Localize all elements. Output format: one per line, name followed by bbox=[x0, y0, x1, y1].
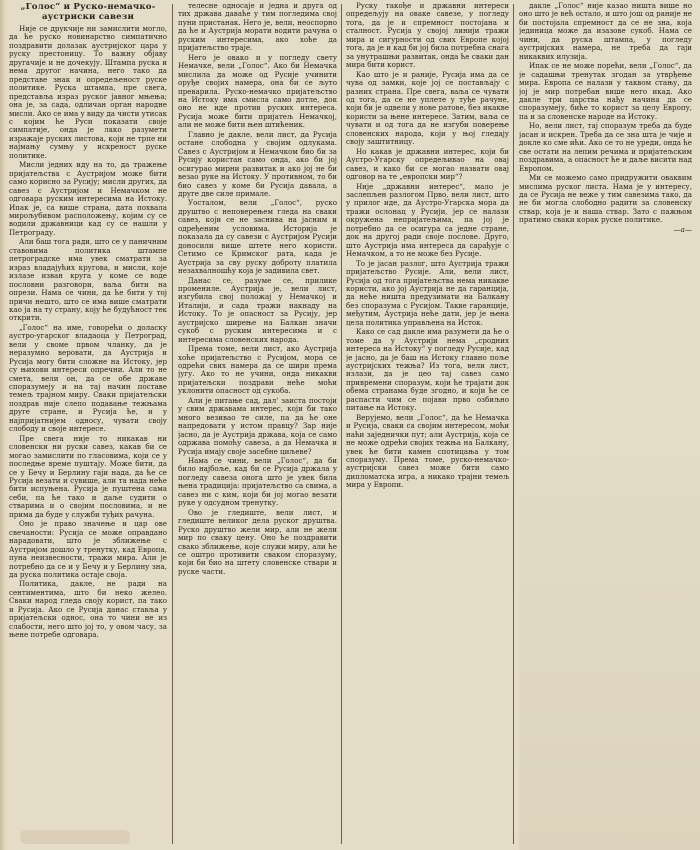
paragraph: Није „државни интерес“, мало је заслепљен разлогом Прво, вели лист, што у прилог иде, да Аустро-Угарска мора да тражи ослонац у Русији, јер се налази окружена непријатељима, па јој је потребно да се осигура са једне стране, док на другој ради своје послове. Друго, што Аустрија има интереса да сарађује с Немачком, а то не може без Русије. bbox=[346, 181, 509, 259]
paragraph: Али баш тога ради, што се у паничним ставовима политика штампе петроградске има увек сматрати за израз владајућих кругова, и мисли, које излазе изван круга у коме се воде пословни разговори, ваља бити на опрези. Нама се чини, да ће бити у тој причи нешто, што се има више сматрати као ја на ту страну, коју ће будућност тек открити. bbox=[9, 237, 167, 323]
paragraph: Данас се, разуме се, прилике промениле. Аустрија је, вели лист, изгубила свој положај у Немачкој и Италији, и сада тражи накнаду на Истоку. То је опасност за Русију, јер аустријско ширење на Балкан значи сукоб с руским интересима и с интересима словенских народа. bbox=[178, 275, 337, 344]
article-column-4 bbox=[519, 2, 692, 432]
paragraph: Уосталом, вели „Голос“, руско друштво с неповерењем гледа на сваки савез, који се не заснива на јасним и одређеним условима. Историја је показала да су савези с Аустријом Русији доносили више штете него користи. Сетимо се Кримског рата, када је Аустрија за сву руску доброту платила незахвалношћу која је задивила свет. bbox=[178, 198, 337, 276]
blank-page-area bbox=[519, 432, 700, 850]
paragraph: Као што је и раније, Русија има да се чува од замки, које јој се постављају с разних страна. Пре свега, ваља се чувати од тога, да се не уплете у туђе рачуне, који би је одвели у нове ратове, без икакве користи за њене интересе. Затим, ваља се чувати и од тога да не изгуби поверење словенских народа, који у њој гледају своју заштитницу. bbox=[346, 69, 509, 147]
paragraph: Верујемо, вели „Голос“, да ће Немачка и Русија, сваки са својим интересом, моћи наћи заједнички пут; али Аустрија, која се не може одрећи својих тежња на Балкану, увек ће бити камен спотицања у том споразуму. Према томе, руско-немачко-аустријски савез може бити само дипломатска игра, а никако трајни темељ мира у Европи. bbox=[346, 412, 509, 490]
paragraph: дакле „Голос“ није казао ништа више но оно што је већ остало, и што још од раније не би постојала спремност да се не зна, која јединица може да изазове сукоб. Нама се чини, да руска штампа, у погледу аустријских намера, не треба да гаји никаквих илузија. bbox=[519, 2, 692, 61]
paragraph: Мисли једних иду на то, да тражење пријатељства с Аустријом може бити само корисно за Русију; мисли других, да савез с Аустријом и Немачком не одговара руским интересима на Истоку. Ипак је, са више страна, дата похвала мирољубивом расположењу, којим су се водили државници кад су се нашли у Петрограду. bbox=[9, 160, 167, 237]
article-column-2 bbox=[178, 2, 337, 844]
paragraph: Али је питање сад, дал' заиста постоји у свим државама интерес, који би тако много везивао те силе, па да ће оне напредовати у истом правцу? Зар није јасно, да је Аустрија држава, која се само одржава помоћу савеза, а да Немачка и Русија имају своје засебне циљеве? bbox=[178, 395, 337, 456]
column-3-paragraphs bbox=[346, 2, 509, 490]
paragraph: Према томе, вели лист, ако Аустрија хоће пријатељство с Русијом, мора се одрећи свих намера да се шири према југу. Ако то не учини, онда никакви пријатељски поздрави неће моћи уклонити опасност од сукоба. bbox=[178, 344, 337, 396]
paragraph: Ипак се не може порећи, вели „Голос“, да је садашњи тренутак згодан за утврђење мира. Европа се налази у таквом стању, да јој је мир потребан више него икад. Ако дакле три царства нађу начина да се споразумеју, биће то корист за целу Европу, па и за словенске народе на Истоку. bbox=[519, 61, 692, 121]
paragraph: „Голос“ на име, говорећи о доласку аустро-угарског владаоца у Петроград, вели у своме првом чланку, да је неразумно веровати, да Аустрија и Русија могу бити сложне на Истоку, јер су њихови интереси опречни. Али то не смета, вели он, да се обе државе споразумеју и на тај начин поставе темељ трајном миру. Сваки пријатељски поздрав није слепо подавање тежњама друге стране, и Русија ће, и у најпријатнијем односу, чувати своју слободу и своје интересе. bbox=[9, 322, 167, 434]
paragraph: Како се сад дакле има разумети да ће о томе да у Аустрији нема „сродних интереса на Истоку“ у погледу Русије, кад је јасно, да је баш на Истоку главно поље аустријских тежња? Из тога, вели лист, излази, да је цео тај савез само привремени споразум, који ће трајати док обема странама буде згодно, и који ће се распасти чим се појави прво озбиљно питање на Истоку. bbox=[346, 327, 509, 413]
paragraph: Пре свега није то никакав ни словенски ни руски савез, какав би се могао замислити по гласовима, који се у последње време пуштају. Може бити, да се у Бечу и Берлину гаји нада, да ће се Русија везати и сувише, али та нада неће бити испуњена. Русија је пуштена сама себи, па ће тако и даље судити о стварима и о својим пословима, и не прима да буде у служби туђих рачуна. bbox=[9, 433, 167, 519]
paragraph: Руску такође и државни интереси опредељују на оваке савезе, у погледу тога, да је и спремност постојана и сталност. Русија у својој линији тражи мира и сигурности од свих Европе којој тога, да је и кад би јој била потребна снага за унутрашњи развитак, онда ће сваки дан мира бити корист. bbox=[346, 2, 509, 70]
paragraph: Ми се можемо само придружити оваквим мислима руског листа. Нама је у интересу, да се Русија не веже у тим савезима тако, да не би могла слободно радити за словенску ствар, која је и наша ствар. Зато с пажњом пратимо сваки корак руске политике. bbox=[519, 173, 692, 225]
paragraph: Политика, дакле, не ради на сентиментима, што би неко желео. Сваки народ гледа своју корист, па тако и Русија. Ако се Русија данас ставља у пријатељски однос, она то чини не из слабости, него што јој то, у овом часу, за њене потребе одговара. bbox=[9, 579, 167, 640]
paragraph: Него је овако и у погледу свету Немачке, вели „Голос“. Ако би Немачка мислила да може од Русије учинити оруђе својих намера, она би се љуто преварила. Руско-немачко пријатељство на Истоку има смисла само дотле, док оно не иде против руских интереса. Русија може бити пријатељ Немачкој, али не може бити њен штићеник. bbox=[178, 52, 337, 130]
column-rule bbox=[341, 4, 342, 844]
column-rule bbox=[172, 4, 173, 844]
column-1-paragraphs bbox=[9, 25, 167, 640]
column-rule bbox=[513, 4, 514, 844]
column-2-paragraphs bbox=[178, 2, 337, 576]
paragraph: Но какав је државни интерес, који би Аустро-Угарску опредељивао на овај савез, и како би се могао назвати овај одговор на те „европски мир“? bbox=[346, 146, 509, 182]
page-edge-shadow bbox=[0, 0, 6, 850]
article-headline: „Голос“ и Руско-немачко-аустриски савези bbox=[20, 2, 156, 22]
article-column-1 bbox=[9, 2, 167, 844]
paragraph: Ово је гледиште, вели лист, и гледиште великог дела руског друштва. Руско друштво жели мир, али не жели мир по сваку цену. Оно ће поздравити свако зближење, које служи миру, али ће се оштро противити сваком споразуму, који би био на штету словенске ствари и руске части. bbox=[178, 507, 337, 576]
paragraph: То је јасан разлог, што Аустрија тражи пријатељство Русије. Али, вели лист, Русија од тога пријатељства нема никакве користи, ако јој Аустрија не да гаранција, да неће ништа предузимати на Балкану без споразума с Русијом. Такве гаранције, међутим, Аустрија неће дати, јер је њена цела политика управљена на Исток. bbox=[346, 258, 509, 327]
paragraph: Главно је дакле, вели лист, да Русија остане слободна у својим одлукама. Савез с Аустријом и Немачком био би за Русију користан само онда, ако би јој осигурао мирни развитак и ако јој не би везао руке на Истоку. У противном, то би био савез у коме би Русија давала, а друге две силе примале. bbox=[178, 129, 337, 198]
paragraph: Није се друкчије ни замислити могло, да ће руско новинарство симпатично поздравити долазак аустријског цара у руску престоницу. То важну објаву другачије и не дочекују. Штампа руска и нема другог начина, него тако да представе знак и опредељеност руске политике. Руска штампа, пре свега, представља израз руског јавног мњења; она је, за сада, одличан орган народне мисли. Ако се има у виду да чисти утисак с којим ће Руси показати своје симпатије, онда је лако разумети изражаје руских листова, који не трпе ни најмању сумњу у искреност руске политике. bbox=[9, 24, 167, 160]
column-4-paragraphs bbox=[519, 2, 692, 225]
article-end-mark: —а— bbox=[673, 224, 692, 234]
paragraph: Нама се чини, вели „Голос“, да би било најбоље, кад би се Русија држала у погледу савеза онога што је увек била њена традиција: пријатељство са свима, а савез ни с ким, који би јој могао везати руке у одсудном тренутку. bbox=[178, 456, 337, 508]
article-column-3 bbox=[346, 2, 509, 844]
paragraph: Оно је право значење и цар ове свечаности: Русија се може оправдано нарадовати, што је зближење с Аустријом дошло у тренутку, кад Европа, пуна неизвесности, тражи мира. Али је потребно да се и у Бечу и у Берлину зна, да руска политика остаје своја. bbox=[9, 519, 167, 579]
paragraph: Но, вели лист, тај споразум треба да буде јасан и искрен. Треба да се зна шта је чије и докле ко сме ићи. Ако се то не уреди, онда ће све остати на лепим речима и пријатељским поздравима, а опасност ће и даље висити над Европом. bbox=[519, 121, 692, 173]
paragraph: телесне односаје и једна и друга од тих држава даваће у тим погледима свој пуни пристанак. Него је, вели, неоспорно да ће и Аустрија морати водити рачуна о руским интересима, ако хоће да пријатељство траје. bbox=[178, 2, 337, 53]
